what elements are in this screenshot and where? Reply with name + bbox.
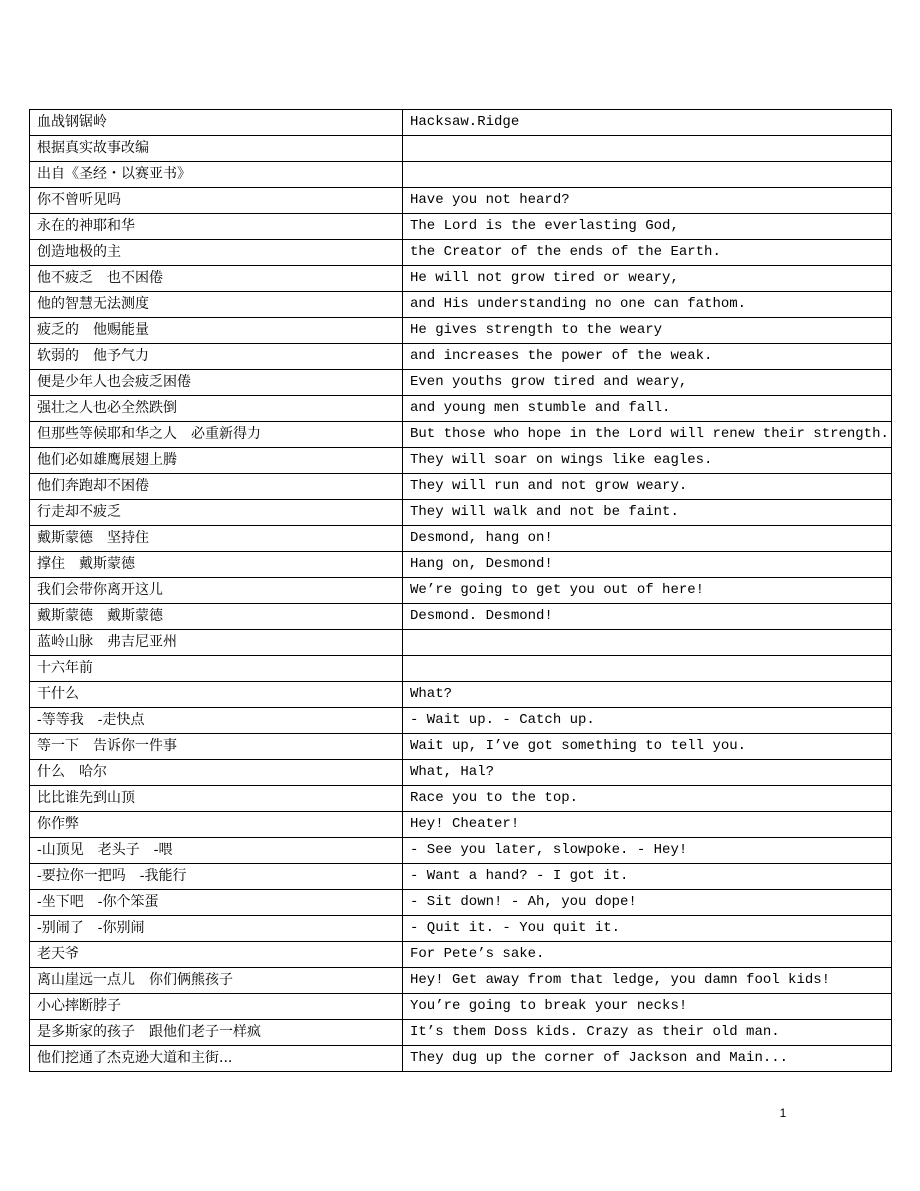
page-number: 1	[779, 1106, 787, 1120]
chinese-subtitle-cell: -别闹了 -你别闹	[30, 916, 403, 942]
table-row	[30, 682, 892, 708]
table-row	[30, 968, 892, 994]
english-subtitle-cell: - Quit it. - You quit it.	[403, 916, 892, 942]
chinese-subtitle-cell: 老天爷	[30, 942, 403, 968]
english-subtitle-cell: - Wait up. - Catch up.	[403, 708, 892, 734]
table-row	[30, 292, 892, 318]
table-row	[30, 318, 892, 344]
english-subtitle-cell: Hang on, Desmond!	[403, 552, 892, 578]
english-subtitle-cell: The Lord is the everlasting God,	[403, 214, 892, 240]
chinese-subtitle-cell: 血战钢锯岭	[30, 110, 403, 136]
table-row	[30, 864, 892, 890]
table-row	[30, 448, 892, 474]
english-subtitle-cell: You’re going to break your necks!	[403, 994, 892, 1020]
table-row	[30, 240, 892, 266]
chinese-subtitle-cell: -坐下吧 -你个笨蛋	[30, 890, 403, 916]
chinese-subtitle-cell: 他的智慧无法测度	[30, 292, 403, 318]
subtitle-rows	[30, 110, 892, 1072]
english-subtitle-cell: - See you later, slowpoke. - Hey!	[403, 838, 892, 864]
table-row	[30, 994, 892, 1020]
english-subtitle-cell: He gives strength to the weary	[403, 318, 892, 344]
subtitle-table	[29, 109, 892, 1072]
english-subtitle-cell: - Sit down! - Ah, you dope!	[403, 890, 892, 916]
english-subtitle-cell: and increases the power of the weak.	[403, 344, 892, 370]
chinese-subtitle-cell: 永在的神耶和华	[30, 214, 403, 240]
english-subtitle-cell: Desmond. Desmond!	[403, 604, 892, 630]
english-subtitle-cell	[403, 136, 892, 162]
english-subtitle-cell: They will soar on wings like eagles.	[403, 448, 892, 474]
chinese-subtitle-cell: 我们会带你离开这儿	[30, 578, 403, 604]
chinese-subtitle-cell: 什么 哈尔	[30, 760, 403, 786]
english-subtitle-cell: They will run and not grow weary.	[403, 474, 892, 500]
chinese-subtitle-cell: 强壮之人也必全然跌倒	[30, 396, 403, 422]
chinese-subtitle-cell: 你作弊	[30, 812, 403, 838]
chinese-subtitle-cell: 比比谁先到山顶	[30, 786, 403, 812]
chinese-subtitle-cell: 行走却不疲乏	[30, 500, 403, 526]
table-row	[30, 760, 892, 786]
english-subtitle-cell	[403, 630, 892, 656]
chinese-subtitle-cell: 戴斯蒙德 戴斯蒙德	[30, 604, 403, 630]
english-subtitle-cell: Hey! Get away from that ledge, you damn fool kids!	[403, 968, 892, 994]
english-subtitle-cell: Race you to the top.	[403, 786, 892, 812]
chinese-subtitle-cell: 出自《圣经・以赛亚书》	[30, 162, 403, 188]
chinese-subtitle-cell: 他们必如雄鹰展翅上腾	[30, 448, 403, 474]
table-row	[30, 604, 892, 630]
table-row	[30, 110, 892, 136]
chinese-subtitle-cell: 蓝岭山脉 弗吉尼亚州	[30, 630, 403, 656]
table-row	[30, 188, 892, 214]
chinese-subtitle-cell: 戴斯蒙德 坚持住	[30, 526, 403, 552]
chinese-subtitle-cell: -等等我 -走快点	[30, 708, 403, 734]
chinese-subtitle-cell: 根据真实故事改编	[30, 136, 403, 162]
table-row	[30, 786, 892, 812]
table-row	[30, 266, 892, 292]
english-subtitle-cell: - Want a hand? - I got it.	[403, 864, 892, 890]
chinese-subtitle-cell: 小心摔断脖子	[30, 994, 403, 1020]
english-subtitle-cell: and young men stumble and fall.	[403, 396, 892, 422]
chinese-subtitle-cell: 软弱的 他予气力	[30, 344, 403, 370]
english-subtitle-cell: What?	[403, 682, 892, 708]
table-row	[30, 136, 892, 162]
english-subtitle-cell: Hacksaw.Ridge	[403, 110, 892, 136]
chinese-subtitle-cell: 创造地极的主	[30, 240, 403, 266]
table-row	[30, 630, 892, 656]
table-row	[30, 838, 892, 864]
chinese-subtitle-cell: 是多斯家的孩子 跟他们老子一样疯	[30, 1020, 403, 1046]
chinese-subtitle-cell: 干什么	[30, 682, 403, 708]
chinese-subtitle-cell: 但那些等候耶和华之人 必重新得力	[30, 422, 403, 448]
table-row	[30, 656, 892, 682]
chinese-subtitle-cell: 十六年前	[30, 656, 403, 682]
english-subtitle-cell: He will not grow tired or weary,	[403, 266, 892, 292]
table-row	[30, 942, 892, 968]
chinese-subtitle-cell: 撑住 戴斯蒙德	[30, 552, 403, 578]
english-subtitle-cell: What, Hal?	[403, 760, 892, 786]
english-subtitle-cell: Even youths grow tired and weary,	[403, 370, 892, 396]
table-row	[30, 474, 892, 500]
chinese-subtitle-cell: 等一下 告诉你一件事	[30, 734, 403, 760]
table-row	[30, 578, 892, 604]
table-row	[30, 812, 892, 838]
english-subtitle-cell: and His understanding no one can fathom.	[403, 292, 892, 318]
table-row	[30, 214, 892, 240]
english-subtitle-cell: the Creator of the ends of the Earth.	[403, 240, 892, 266]
chinese-subtitle-cell: -山顶见 老头子 -喂	[30, 838, 403, 864]
table-row	[30, 708, 892, 734]
table-row	[30, 500, 892, 526]
table-row	[30, 344, 892, 370]
table-row	[30, 1020, 892, 1046]
table-row	[30, 526, 892, 552]
chinese-subtitle-cell: 他们挖通了杰克逊大道和主街...	[30, 1046, 403, 1072]
english-subtitle-cell: It’s them Doss kids. Crazy as their old man.	[403, 1020, 892, 1046]
chinese-subtitle-cell: 他们奔跑却不困倦	[30, 474, 403, 500]
english-subtitle-cell: They will walk and not be faint.	[403, 500, 892, 526]
english-subtitle-cell: Wait up, I’ve got something to tell you.	[403, 734, 892, 760]
english-subtitle-cell	[403, 656, 892, 682]
chinese-subtitle-cell: 便是少年人也会疲乏困倦	[30, 370, 403, 396]
english-subtitle-cell: Have you not heard?	[403, 188, 892, 214]
table-row	[30, 734, 892, 760]
english-subtitle-cell: But those who hope in the Lord will renew their strength.	[403, 422, 892, 448]
chinese-subtitle-cell: 离山崖远一点儿 你们俩熊孩子	[30, 968, 403, 994]
english-subtitle-cell	[403, 162, 892, 188]
table-row	[30, 916, 892, 942]
chinese-subtitle-cell: -要拉你一把吗 -我能行	[30, 864, 403, 890]
english-subtitle-cell: They dug up the corner of Jackson and Main...	[403, 1046, 892, 1072]
table-row	[30, 422, 892, 448]
table-row	[30, 890, 892, 916]
english-subtitle-cell: We’re going to get you out of here!	[403, 578, 892, 604]
table-row	[30, 162, 892, 188]
table-row	[30, 552, 892, 578]
chinese-subtitle-cell: 你不曾听见吗	[30, 188, 403, 214]
table-row	[30, 370, 892, 396]
chinese-subtitle-cell: 疲乏的 他赐能量	[30, 318, 403, 344]
table-row	[30, 396, 892, 422]
english-subtitle-cell: For Pete’s sake.	[403, 942, 892, 968]
english-subtitle-cell: Hey! Cheater!	[403, 812, 892, 838]
table-row	[30, 1046, 892, 1072]
chinese-subtitle-cell: 他不疲乏 也不困倦	[30, 266, 403, 292]
english-subtitle-cell: Desmond, hang on!	[403, 526, 892, 552]
